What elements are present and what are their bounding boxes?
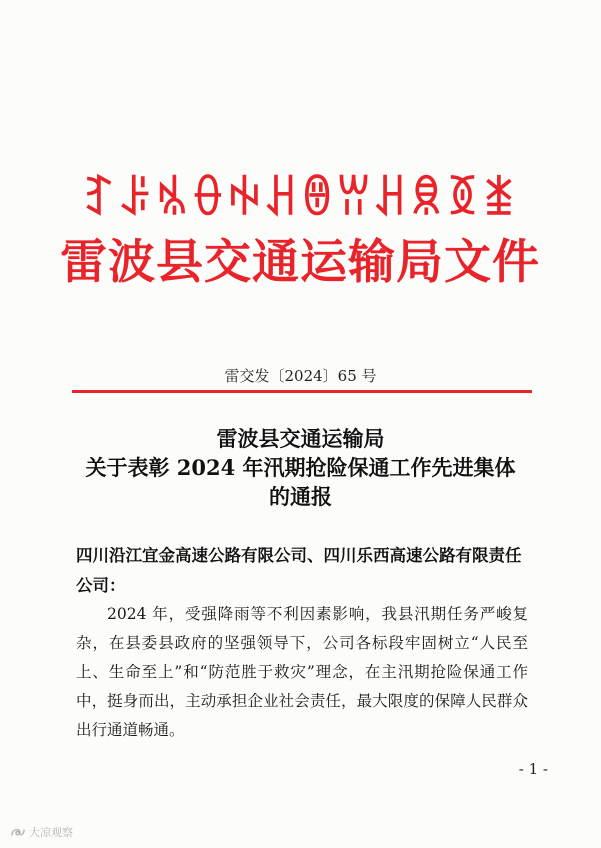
page-number: - 1 - bbox=[518, 760, 548, 778]
watermark-text: 大凉观察 bbox=[29, 826, 73, 839]
watermark bbox=[10, 824, 73, 840]
addressee: 四川沿江宜金高速公路有限公司、四川乐西高速公路有限责任公司： bbox=[76, 546, 522, 595]
header-title: 雷波县交通运输局文件 bbox=[60, 235, 540, 290]
header-yi-script-line: ꆈꌠꁱꂷꑭꃅꇩꀕꃅꌋꅉꁧ bbox=[81, 174, 519, 225]
swirl-logo-icon bbox=[10, 826, 26, 838]
notice-title-line-2: 关于表彰 2024 年汛期抢险保通工作先进集体 bbox=[85, 455, 516, 480]
notice-title-line-3: 的通报 bbox=[269, 484, 332, 509]
document-number: 雷交发〔2024〕65 号 bbox=[224, 367, 377, 385]
red-divider-rule bbox=[72, 390, 532, 393]
body-paragraph: 2024 年，受强降雨等不利因素影响，我县汛期任务严峻复杂，在县委县政府的坚强领导下，公司各标段牢固树立“人民至上、生命至上”和“防范胜于救灾”理念，在主汛期抢险保通工作中，挺身而出，主动承担企业社会责任，最大限度的保障人民群众出行通道畅通。 bbox=[76, 605, 528, 739]
notice-title-line-1: 雷波县交通运输局 bbox=[216, 426, 385, 451]
notice-title bbox=[40, 424, 561, 511]
